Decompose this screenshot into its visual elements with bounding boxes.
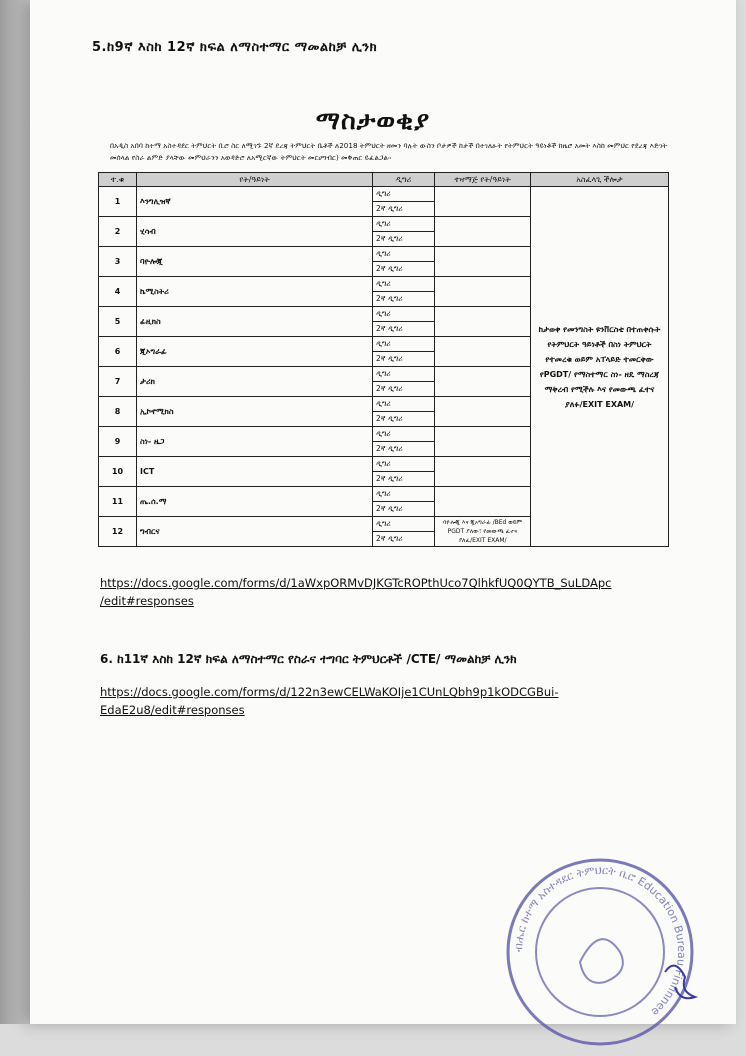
row-number: 12 [99,517,137,547]
degree-first: ዲግሪ [373,457,435,472]
degree-second: 2ኛ ዲግሪ [373,382,435,397]
subject-name: ባዮሎጂ [137,247,373,277]
subject-name: ግብርና [137,517,373,547]
related-subject-cell [435,187,531,217]
related-subject-cell: ባዮሎጂ እና ጂኦግራፊ /BEd ወይም PGDT ያለው፣ የመውጫ ፈተና ያለፈ/EXIT EXAM/ [435,517,531,547]
subject-name: ኬሚስትሪ [137,277,373,307]
subject-name: ታሪክ [137,367,373,397]
section-5-heading: 5.ከ9ኛ እስከ 12ኛ ክፍል ለማስተማር ማመልከቻ ሊንክ [92,40,378,55]
row-number: 11 [99,487,137,517]
table-row [99,187,669,202]
row-number: 3 [99,247,137,277]
related-subject-cell [435,397,531,427]
stamp-text: ብሔር ከተማ አስተዳደር ትምህርት ቢሮ Education Bureau Finfinnee [511,863,689,1019]
row-number: 2 [99,217,137,247]
related-subject-cell [435,337,531,367]
degree-first: ዲግሪ [373,247,435,262]
degree-second: 2ኛ ዲግሪ [373,262,435,277]
degree-second: 2ኛ ዲግሪ [373,352,435,367]
related-subject-cell [435,217,531,247]
col-requirement-header: አስፈላጊ ችሎታ [531,173,669,187]
row-number: 9 [99,427,137,457]
subject-name: ሂሳብ [137,217,373,247]
row-number: 1 [99,187,137,217]
related-subject-cell [435,487,531,517]
subject-name: ፊዚክስ [137,307,373,337]
announcement-intro: በአዲስ አበባ ከተማ አስተዳደር ትምህርት ቢሮ ስር ለሚገኙ 2ኛ ደረጃ ትምህርት ቤቶች ለ2018 ትምህርት ዘመን ባሉት ውስን ቦታዎች ከታች በተገለፁት የትምህርት ዓይነቶች ከዜሮ አመት እስከ መምህር የደረጃ እድገት መሰላል የስራ ልምድ ያላቸው መምህራንን አወዳድሮ ለአሚርኛው ትምህርት መርሀግብር) መቅጠር ይፈልጋል፡፡ [110,141,668,162]
related-subject-cell [435,247,531,277]
table-header-row [99,173,669,187]
degree-first: ዲግሪ [373,487,435,502]
col-subject-header: የት/ዓይነት [137,173,373,187]
degree-second: 2ኛ ዲግሪ [373,232,435,247]
col-related-header: ተዛማጅ የት/ዓይነት [435,173,531,187]
related-subject-cell [435,427,531,457]
degree-second: 2ኛ ዲግሪ [373,502,435,517]
application-link-grade-9-12[interactable]: https://docs.google.com/forms/d/1aWxpORMvDJKGTcROPthUco7QlhkfUQ0QYTB_SuLDApc /edit#responses [100,576,612,608]
official-stamp [500,852,700,1052]
related-subject-cell [435,307,531,337]
subject-name: እንግሊዝኛ [137,187,373,217]
degree-first: ዲግሪ [373,187,435,202]
requirement-cell: ከታወቀ የመንግስት ዩንቨርስቲ በተጠቀሱት የትምህርት ዓይነቶች በስነ ትምህርት የተመረቁ ወይም አፐላይድ ተመርቀው የPGDT/ የማስተማር ስነ- ዘዴ ማስረጃ ማቅረብ የሚችሉ እና የመውጫ ፈተና ያለፉ/EXIT EXAM/ [531,187,669,547]
row-number: 8 [99,397,137,427]
degree-second: 2ኛ ዲግሪ [373,292,435,307]
vacancy-table [98,172,669,547]
degree-first: ዲግሪ [373,307,435,322]
degree-second: 2ኛ ዲግሪ [373,442,435,457]
row-number: 5 [99,307,137,337]
degree-second: 2ኛ ዲግሪ [373,412,435,427]
related-subject-cell [435,277,531,307]
related-subject-cell [435,457,531,487]
degree-first: ዲግሪ [373,427,435,442]
subject-name: ICT [137,457,373,487]
degree-first: ዲግሪ [373,217,435,232]
subject-name: ኢኮኖሚክስ [137,397,373,427]
row-number: 4 [99,277,137,307]
col-number-header: ተ.ቁ [99,173,137,187]
degree-second: 2ኛ ዲግሪ [373,532,435,547]
subject-name: ጤ.ሰ.ማ [137,487,373,517]
degree-first: ዲግሪ [373,397,435,412]
degree-first: ዲግሪ [373,337,435,352]
section-6-heading: 6. ከ11ኛ እስከ 12ኛ ክፍል ለማስተማር የስራና ተግባር ትምህርቶች /CTE/ ማመልከቻ ሊንክ [100,652,517,666]
subject-name: ጂኦግራፊ [137,337,373,367]
page-edge-shadow [0,0,30,1024]
degree-second: 2ኛ ዲግሪ [373,322,435,337]
announcement-title: ማስታወቂያ [315,106,431,135]
subject-name: ስነ- ዜጋ [137,427,373,457]
col-degree-header: ዲግሪ [373,173,435,187]
degree-second: 2ኛ ዲግሪ [373,202,435,217]
application-link-cte[interactable]: https://docs.google.com/forms/d/122n3ewCELWaKOIje1CUnLQbh9p1kODCGBui-EdaE2u8/edit#responses [100,685,559,717]
row-number: 10 [99,457,137,487]
degree-second: 2ኛ ዲግሪ [373,472,435,487]
degree-first: ዲግሪ [373,517,435,532]
degree-first: ዲግሪ [373,277,435,292]
row-number: 6 [99,337,137,367]
row-number: 7 [99,367,137,397]
degree-first: ዲግሪ [373,367,435,382]
table-body [99,187,669,547]
related-subject-cell [435,367,531,397]
